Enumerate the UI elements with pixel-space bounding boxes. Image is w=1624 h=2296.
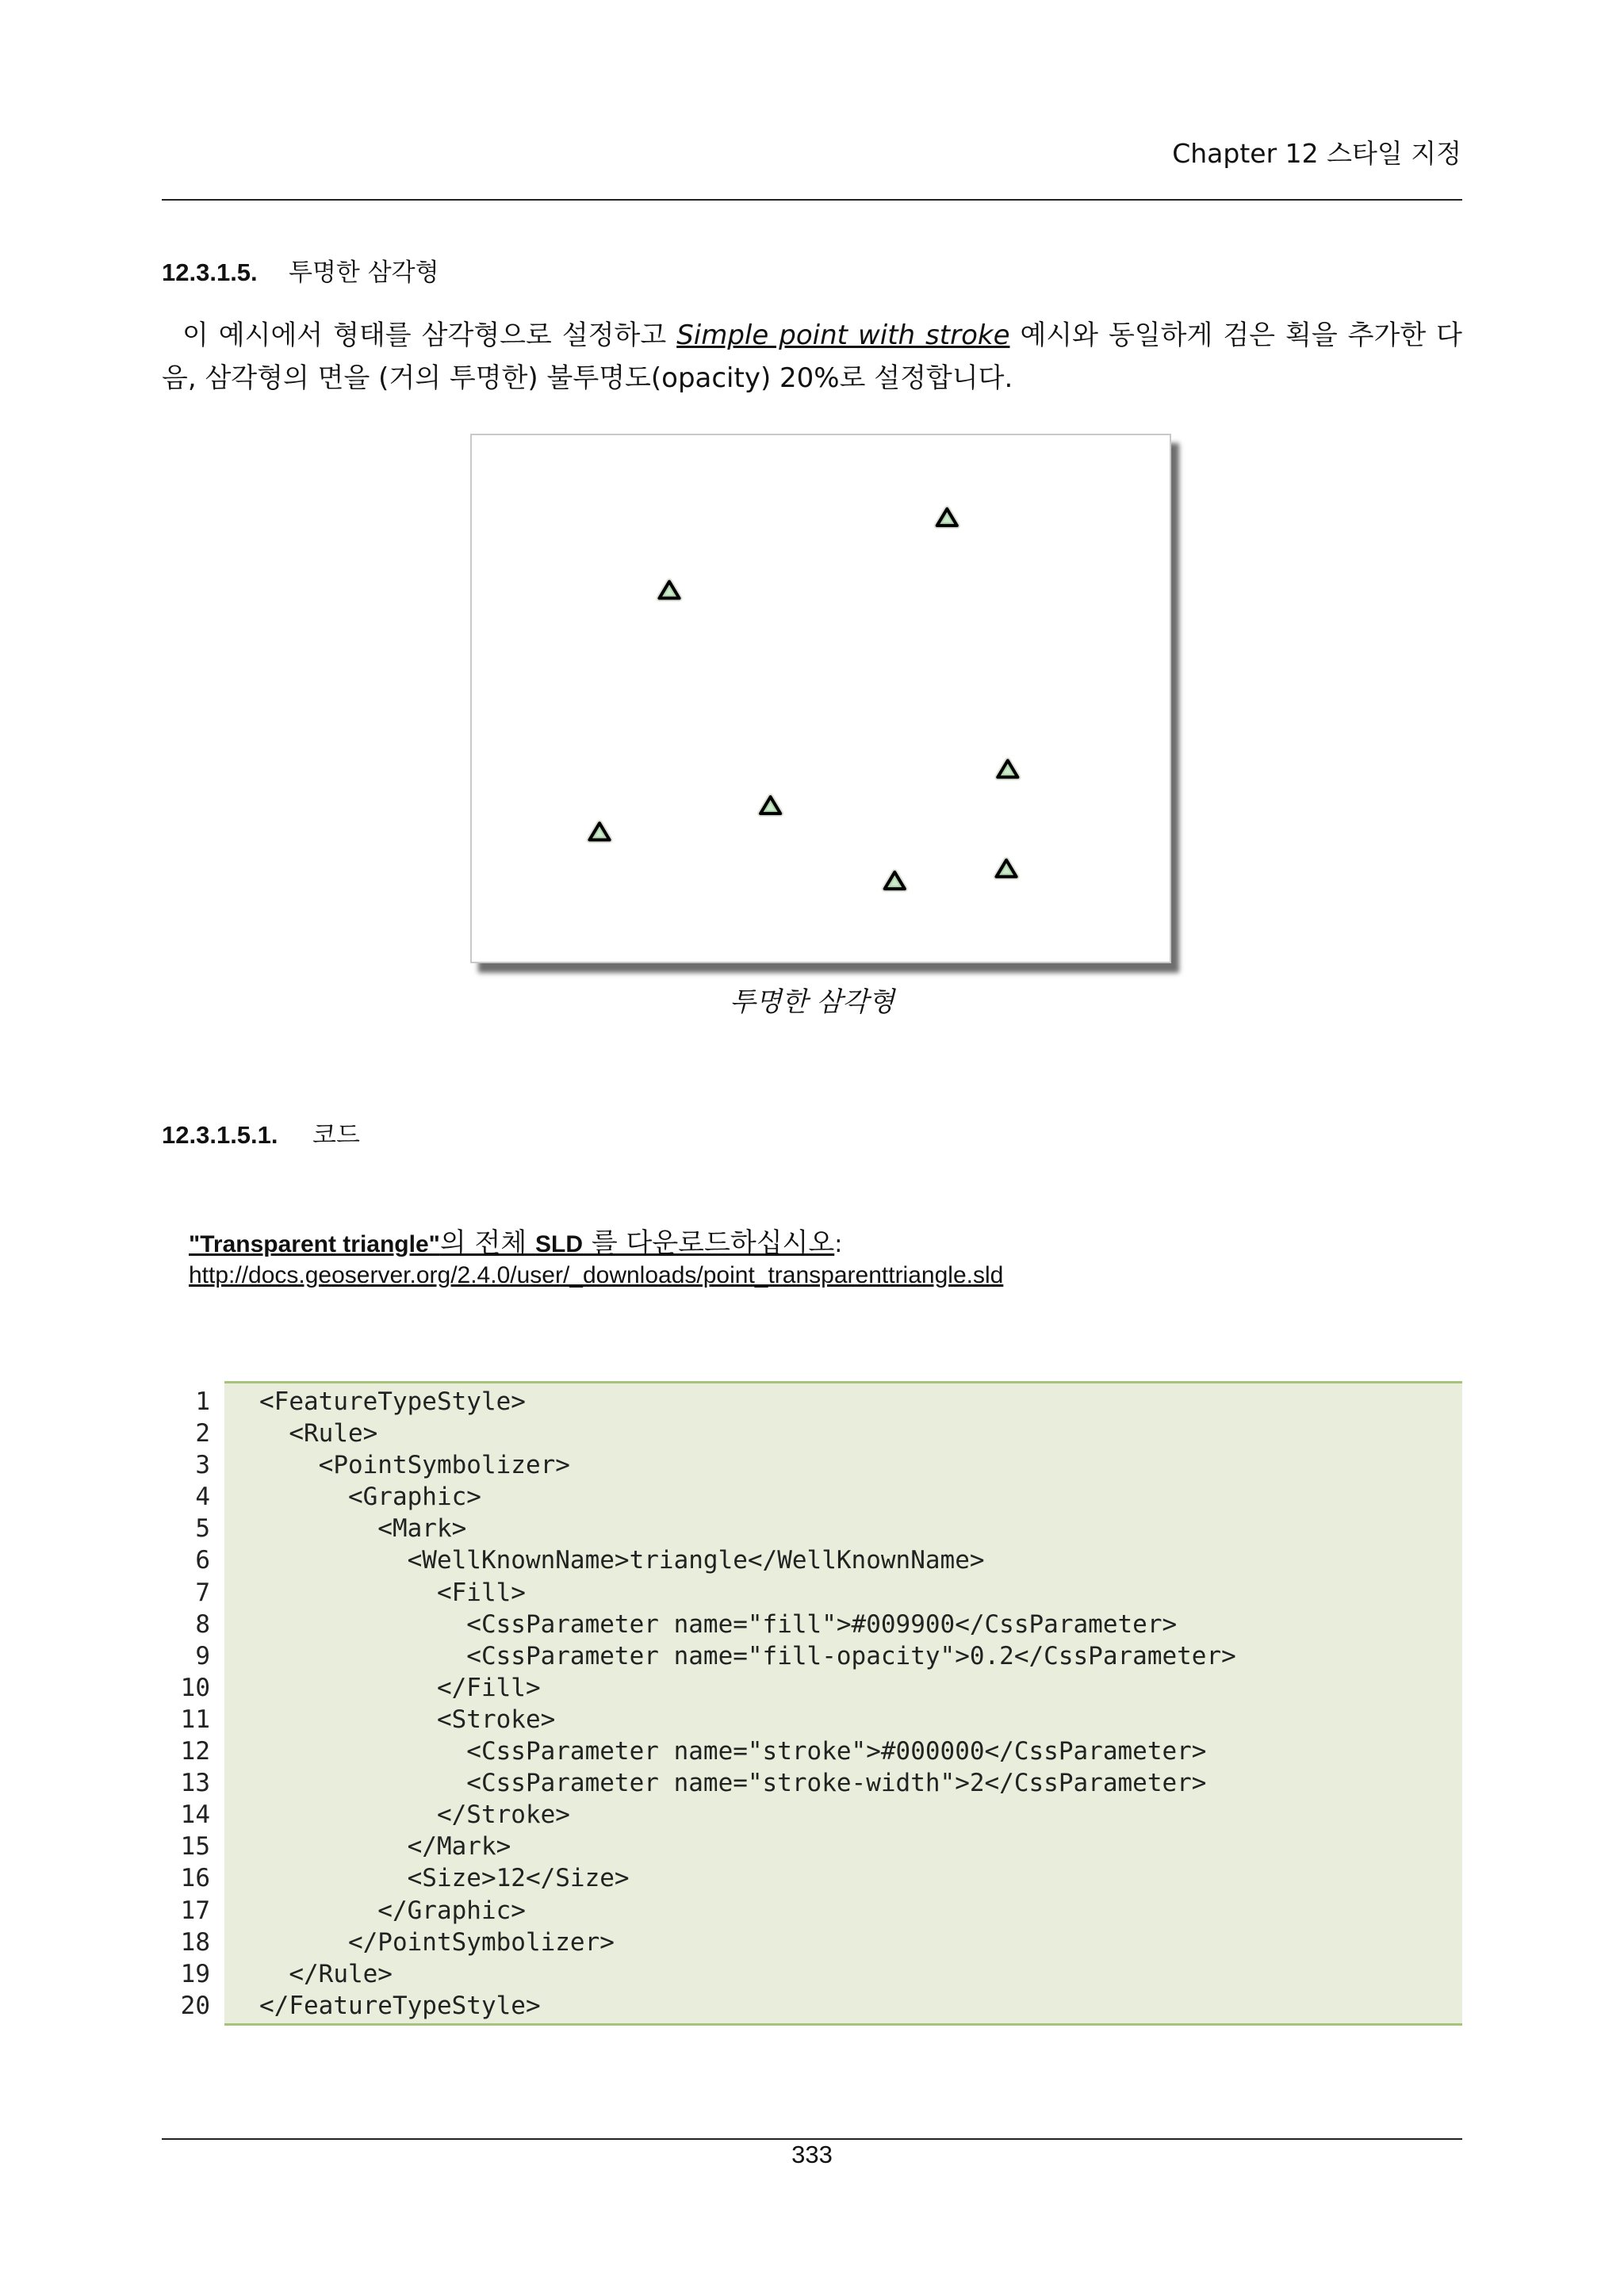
code-line: <CssParameter name="stroke">#000000</CssParameter> bbox=[259, 1737, 1207, 1766]
code-line: <Rule> bbox=[259, 1419, 378, 1448]
code-line-number: 7 bbox=[195, 1578, 210, 1607]
section-title: 투명한 삼각형 bbox=[289, 258, 439, 287]
triangle-points-map bbox=[472, 435, 1170, 962]
code-line: <CssParameter name="fill">#009900</CssParameter> bbox=[259, 1609, 1178, 1639]
code-line: </FeatureTypeStyle> bbox=[259, 1991, 541, 2020]
subsection-title: 코드 bbox=[312, 1121, 360, 1150]
code-line: <Mark> bbox=[259, 1514, 467, 1544]
code-line: </Graphic> bbox=[259, 1896, 526, 1925]
code-line: </Stroke> bbox=[259, 1800, 570, 1830]
code-line-number: 9 bbox=[195, 1641, 210, 1670]
code-line-number: 3 bbox=[195, 1451, 210, 1480]
code-line-number: 8 bbox=[195, 1609, 210, 1639]
code-line: <Fill> bbox=[259, 1578, 526, 1607]
code-line-number: 1 bbox=[195, 1387, 210, 1416]
code-line: <Graphic> bbox=[259, 1483, 481, 1512]
code-line: </PointSymbolizer> bbox=[259, 1927, 615, 1957]
download-text-1[interactable]: 의 전체 bbox=[439, 1227, 536, 1259]
code-line-numbers bbox=[163, 1386, 210, 2022]
code-line: </Rule> bbox=[259, 1959, 393, 1988]
code-line: <CssParameter name="fill-opacity">0.2</CssParameter> bbox=[259, 1641, 1236, 1670]
code-line-number: 6 bbox=[195, 1546, 210, 1575]
section-number: 12.3.1.5. bbox=[162, 258, 258, 286]
code-line-number: 4 bbox=[195, 1483, 210, 1512]
subsection-heading bbox=[162, 1115, 360, 1150]
code-line-number: 10 bbox=[180, 1673, 210, 1702]
code-line: <WellKnownName>triangle</WellKnownName> bbox=[259, 1546, 985, 1575]
code-line: <FeatureTypeStyle> bbox=[259, 1387, 526, 1416]
code-line-number: 20 bbox=[180, 1991, 210, 2020]
download-url-link[interactable]: http://docs.geoserver.org/2.4.0/user/_downloads/point_transparenttriangle.sld bbox=[189, 1262, 1004, 1288]
code-line: <Size>12</Size> bbox=[259, 1864, 630, 1893]
page-number: 333 bbox=[791, 2141, 833, 2168]
download-title[interactable]: "Transparent triangle" bbox=[189, 1231, 440, 1257]
download-colon: : bbox=[834, 1230, 843, 1258]
figure-caption: 투명한 삼각형 bbox=[730, 986, 894, 1018]
footer-rule bbox=[162, 2138, 1462, 2140]
code-line: <Stroke> bbox=[259, 1705, 556, 1734]
code-line: </Fill> bbox=[259, 1673, 541, 1702]
subsection-number: 12.3.1.5.1. bbox=[162, 1121, 278, 1149]
code-line: </Mark> bbox=[259, 1832, 511, 1862]
code-line-number: 13 bbox=[180, 1769, 210, 1798]
code-line-number: 18 bbox=[180, 1927, 210, 1957]
code-lines bbox=[259, 1386, 1236, 2022]
code-line-number: 15 bbox=[180, 1832, 210, 1862]
download-instruction[interactable] bbox=[189, 1221, 842, 1260]
code-line-number: 12 bbox=[180, 1737, 210, 1766]
code-line-number: 17 bbox=[180, 1896, 210, 1925]
code-line: <PointSymbolizer> bbox=[259, 1451, 570, 1480]
code-line-number: 14 bbox=[180, 1800, 210, 1830]
example-link[interactable]: Simple point with stroke bbox=[676, 320, 1010, 351]
section-heading bbox=[162, 252, 439, 288]
code-line-number: 2 bbox=[195, 1419, 210, 1448]
code-line-number: 16 bbox=[180, 1864, 210, 1893]
code-line: <CssParameter name="stroke-width">2</CssParameter> bbox=[259, 1769, 1207, 1798]
paragraph-text-2: 예시와 동일하게 검은 획을 추가한 다음, 삼각형의 면을 (거의 투명한) 불투명도(opacity) 20%로 설정합니다. bbox=[162, 320, 1462, 394]
paragraph-text-1: 이 예시에서 형태를 삼각형으로 설정하고 bbox=[182, 320, 677, 351]
body-paragraph bbox=[162, 314, 1462, 400]
running-header: Chapter 12 스타일 지정 bbox=[1172, 138, 1461, 169]
download-sld[interactable]: SLD bbox=[535, 1231, 584, 1257]
download-text-2[interactable]: 를 다운로드하십시오 bbox=[583, 1227, 835, 1259]
figure-map-preview bbox=[470, 434, 1171, 963]
header-rule bbox=[162, 199, 1462, 201]
code-line-number: 19 bbox=[180, 1959, 210, 1988]
code-line-number: 11 bbox=[180, 1705, 210, 1734]
code-line-number: 5 bbox=[195, 1514, 210, 1544]
